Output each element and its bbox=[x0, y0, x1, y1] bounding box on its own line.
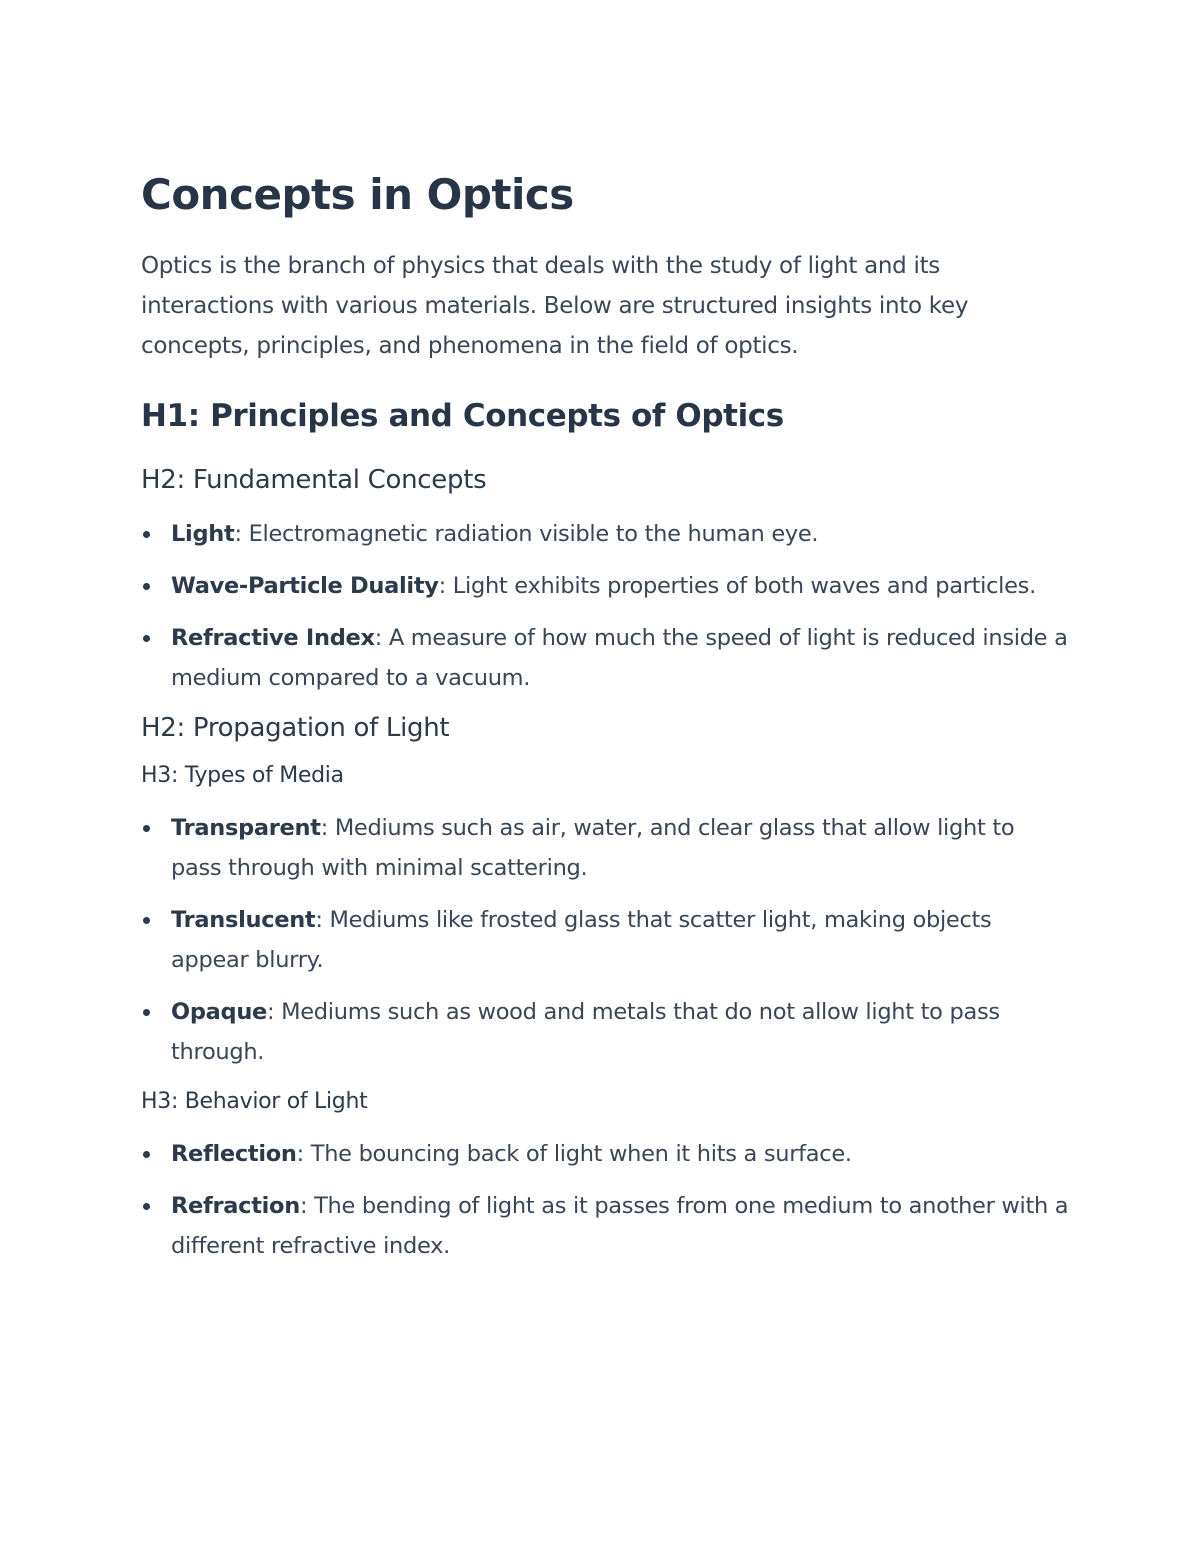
list-item bbox=[141, 1186, 1071, 1266]
bullet-icon bbox=[143, 825, 150, 832]
list-item-term: Transparent bbox=[171, 815, 321, 841]
behavior-list bbox=[141, 1134, 1071, 1266]
list-item-sep: : bbox=[299, 1193, 308, 1219]
list-item bbox=[141, 514, 1071, 554]
list-item-sep: : bbox=[296, 1141, 304, 1167]
list-item-sep: : bbox=[320, 815, 328, 841]
bullet-icon bbox=[143, 1203, 150, 1210]
intro-paragraph: Optics is the branch of physics that deals with the study of light and its interactions with various materials. Below are structured insights into key concepts, principles, and phenomena in the field of optics. bbox=[141, 253, 969, 359]
list-item-term: Refraction bbox=[171, 1193, 300, 1219]
bullet-icon bbox=[143, 1151, 150, 1158]
page-title: Concepts in Optics bbox=[141, 170, 574, 219]
document-page bbox=[141, 160, 1071, 1278]
list-item-desc: Electromagnetic radiation visible to the human eye. bbox=[241, 521, 819, 547]
list-item bbox=[141, 900, 1071, 980]
list-item-sep: : bbox=[438, 573, 446, 599]
subsection-heading-fundamentals: H2: Fundamental Concepts bbox=[141, 465, 487, 495]
subsection-heading-propagation: H2: Propagation of Light bbox=[141, 713, 450, 743]
list-item-term: Wave-Particle Duality bbox=[171, 573, 439, 599]
bullet-icon bbox=[143, 635, 150, 642]
subsubsection-heading-media: H3: Types of Media bbox=[141, 763, 344, 788]
media-list bbox=[141, 808, 1071, 1072]
bullet-icon bbox=[143, 917, 150, 924]
list-item-desc: Light exhibits properties of both waves and particles. bbox=[445, 573, 1036, 599]
fundamentals-list bbox=[141, 514, 1071, 698]
list-item bbox=[141, 808, 1071, 888]
bullet-icon bbox=[143, 583, 150, 590]
list-item-sep: : bbox=[234, 521, 242, 547]
bullet-icon bbox=[143, 531, 150, 538]
list-item-desc: Mediums like frosted glass that scatter light, making objects appear blurry. bbox=[171, 907, 992, 973]
list-item-sep: : bbox=[374, 625, 382, 651]
list-item-term: Refractive Index bbox=[171, 625, 375, 651]
list-item-desc: Mediums such as air, water, and clear glass that allow light to pass through with minimal scattering. bbox=[171, 815, 1015, 881]
list-item-desc: The bouncing back of light when it hits a surface. bbox=[303, 1141, 852, 1167]
list-item-desc: Mediums such as wood and metals that do not allow light to pass through. bbox=[171, 999, 1000, 1065]
list-item-sep: : bbox=[267, 999, 275, 1025]
list-item-desc: A measure of how much the speed of light is reduced inside a medium compared to a vacuum. bbox=[171, 625, 1068, 691]
list-item-term: Opaque bbox=[171, 999, 268, 1025]
list-item-term: Reflection bbox=[171, 1141, 297, 1167]
list-item-desc: The bending of light as it passes from one medium to another with a different refractive index. bbox=[171, 1193, 1069, 1259]
bullet-icon bbox=[143, 1009, 150, 1016]
list-item bbox=[141, 1134, 1071, 1174]
list-item-sep: : bbox=[315, 907, 323, 933]
list-item bbox=[141, 618, 1071, 698]
list-item bbox=[141, 566, 1071, 606]
section-heading-principles: H1: Principles and Concepts of Optics bbox=[141, 398, 784, 434]
list-item bbox=[141, 992, 1071, 1072]
subsubsection-heading-behavior: H3: Behavior of Light bbox=[141, 1089, 368, 1114]
list-item-term: Light bbox=[171, 521, 235, 547]
list-item-term: Translucent bbox=[171, 907, 316, 933]
